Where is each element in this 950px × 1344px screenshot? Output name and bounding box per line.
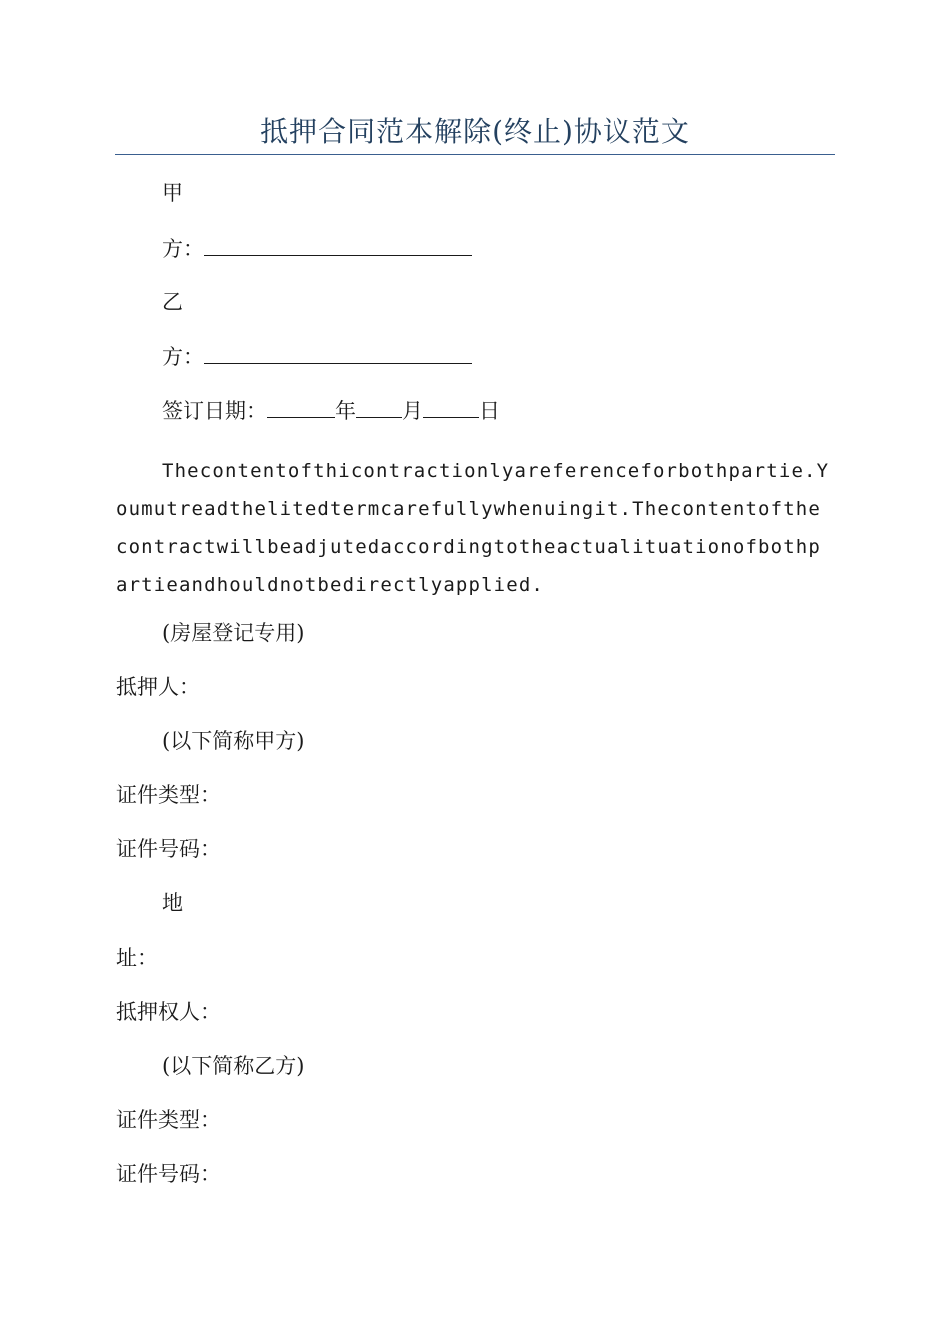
mortgagee-label: 抵押权人： [116,1000,221,1024]
party-b-field [162,341,472,372]
party-b-label: 方： [162,345,204,369]
month-blank[interactable] [356,395,402,418]
address-label: 址： [116,946,158,970]
party-a-field [162,233,472,264]
day-label: 日 [479,399,500,423]
sign-date-field [162,395,500,426]
party-a-label: 方： [162,237,204,261]
id-number-label-a: 证件号码： [116,837,221,861]
party-b-label-char: 乙 [162,290,183,314]
housing-note: (房屋登记专用) [162,621,305,645]
party-b-label-line1 [162,287,183,317]
address-label-char: 地 [162,891,183,915]
sign-date-label: 签订日期： [162,399,267,423]
party-b-blank[interactable] [204,341,472,364]
id-number-label-b: 证件号码： [116,1162,221,1186]
party-b-alias: (以下简称乙方) [162,1054,305,1078]
month-label: 月 [402,399,423,423]
intro-paragraph: Thecontentofthicontractionlyareferenceforbothpartie.Youmutreadthelitedtermcarefullywhenuingit.Thecontentofthecontractwillbeadjutedaccordingtotheactualituationofbothpartieandhouldnotbedirectlyapplied. [116,460,830,596]
document-title: 抵押合同范本解除(终止)协议范文 [260,115,690,148]
mortgagor-label: 抵押人： [116,675,200,699]
title-underline [115,154,835,155]
party-a-alias: (以下简称甲方) [162,729,305,753]
id-type-label-b: 证件类型： [116,1108,221,1132]
year-label: 年 [335,399,356,423]
party-a-blank[interactable] [204,233,472,256]
party-a-label-line1 [162,178,183,208]
id-type-label-a: 证件类型： [116,783,221,807]
party-a-label-char: 甲 [162,181,183,205]
day-blank[interactable] [423,395,479,418]
year-blank[interactable] [267,395,335,418]
